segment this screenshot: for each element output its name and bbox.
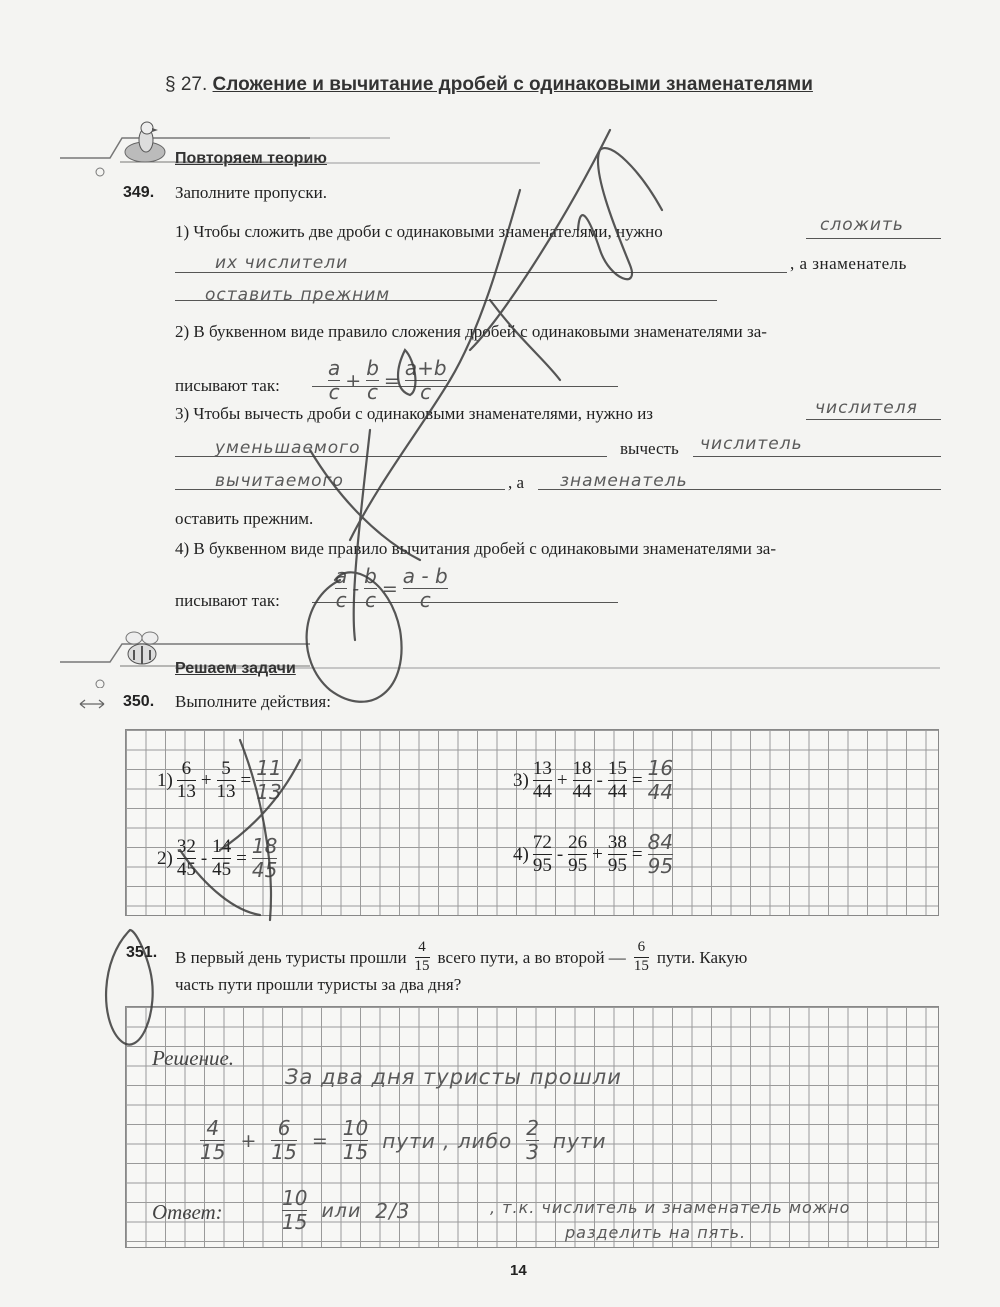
task-351-text: пути. Какую <box>656 947 748 967</box>
denominator: 13 <box>176 781 196 802</box>
numerator: 4 <box>206 1116 220 1140</box>
item2-text: 2) В буквенном виде правило сложения дробей с одинаковыми знаменателями за- <box>175 322 767 341</box>
numerator: 14 <box>212 836 232 858</box>
bee-icon <box>118 626 166 670</box>
denominator: 15 <box>414 957 430 974</box>
denominator: 15 <box>282 1210 308 1234</box>
denominator: 45 <box>212 859 232 880</box>
fill-line <box>806 238 941 239</box>
numerator: 6 <box>277 1116 291 1140</box>
denominator: 95 <box>607 855 627 876</box>
numerator: 15 <box>607 758 627 780</box>
exercise-1 <box>157 758 282 803</box>
page-number: 14 <box>510 1262 527 1279</box>
item3-end: оставить прежним. <box>175 509 314 528</box>
denominator: 44 <box>532 781 552 802</box>
answer-numerator: 84 <box>647 830 674 854</box>
formula-den: c <box>419 588 431 612</box>
formula-den: c <box>328 380 340 404</box>
exercise-2 <box>157 836 277 881</box>
equals-sign: = <box>236 847 247 869</box>
item3-text: 3) Чтобы вычесть дроби с одинаковыми знаменателями, нужно из <box>175 404 654 423</box>
fill-line <box>693 456 941 457</box>
solution-words: пути <box>552 1128 607 1153</box>
denominator: 3 <box>526 1140 539 1164</box>
plus-sign: + <box>240 1129 257 1152</box>
item2-cont: писывают так: <box>175 376 280 395</box>
minus-sign: - <box>352 577 360 600</box>
task-351-text: В первый день туристы прошли <box>175 947 407 967</box>
equals-sign: = <box>383 369 400 392</box>
section-tasks-banner <box>60 628 950 688</box>
solution-line1: За два дня туристы прошли <box>285 1065 622 1089</box>
item4-text: 4) В буквенном виде правило вычитания дробей с одинаковыми знаменателями за- <box>175 539 777 558</box>
operator: + <box>200 769 212 791</box>
task-349-text: Заполните пропуски. <box>175 183 327 202</box>
formula-num: b <box>364 564 377 588</box>
item1-fill3: оставить прежним <box>205 285 391 305</box>
task-351-line2: часть пути прошли туристы за два дня? <box>175 975 462 994</box>
operator: - <box>200 847 208 869</box>
exercise-4 <box>513 832 673 877</box>
item1-fill2: их числители <box>215 253 349 273</box>
formula-num: a <box>328 356 341 380</box>
answer-numerator: 11 <box>256 756 282 780</box>
numerator: 4 <box>418 939 426 955</box>
item4-cont: писывают так: <box>175 591 280 610</box>
denominator: 45 <box>176 859 196 880</box>
plus-sign: + <box>345 369 362 392</box>
answer-denominator: 95 <box>647 854 674 878</box>
formula-num: a <box>335 564 348 588</box>
page-title <box>165 74 813 96</box>
solution-words: пути , либо <box>382 1128 513 1153</box>
answer-numerator: 16 <box>647 756 674 780</box>
paragraph-number: § 27. <box>165 74 208 95</box>
exercise-3 <box>513 758 673 803</box>
task-350-number: 350. <box>123 693 155 710</box>
denominator: 13 <box>216 781 236 802</box>
equals-sign: = <box>311 1129 328 1152</box>
task-351-number: 351. <box>126 944 158 961</box>
exercise-label: 3) <box>513 769 529 791</box>
numerator: 10 <box>282 1186 308 1210</box>
operator: + <box>556 769 568 791</box>
item1-text: 1) Чтобы сложить две дроби с одинаковыми знаменателями, нужно <box>175 222 663 241</box>
formula-num: b <box>366 356 379 380</box>
exercise-label: 4) <box>513 843 529 865</box>
answer-note2: разделить на пять. <box>565 1223 747 1242</box>
solution-label: Решение. <box>152 1046 235 1070</box>
equals-sign: = <box>631 843 643 865</box>
section-tasks-title: Решаем задачи <box>175 660 296 677</box>
denominator: 95 <box>532 855 552 876</box>
answer-expression <box>282 1188 410 1233</box>
numerator: 18 <box>572 758 592 780</box>
parrot-icon <box>120 118 170 166</box>
numerator: 10 <box>342 1116 369 1140</box>
exercise-label: 2) <box>157 847 173 869</box>
numerator: 26 <box>568 832 588 854</box>
denominator: 44 <box>572 781 592 802</box>
item3-fill4: вычитаемого <box>215 471 344 491</box>
numerator: 38 <box>607 832 627 854</box>
formula-den: c <box>420 380 432 404</box>
denominator: 95 <box>568 855 588 876</box>
section-theory-title: Повторяем теорию <box>175 150 327 167</box>
answer-alt: 2/3 <box>375 1198 411 1223</box>
fill-line <box>806 419 941 420</box>
item2-formula <box>328 358 447 403</box>
numerator: 6 <box>181 758 192 780</box>
difficulty-arrow-icon <box>78 698 106 710</box>
denominator: 44 <box>607 781 627 802</box>
answer-denominator: 13 <box>256 780 282 804</box>
answer-label: Ответ: <box>152 1200 223 1224</box>
operator: + <box>592 843 603 865</box>
task-349-number: 349. <box>123 184 155 201</box>
item3-fill5: знаменатель <box>560 471 688 491</box>
denominator: 15 <box>200 1140 226 1164</box>
item3-fill1: числителя <box>815 398 918 418</box>
formula-den: c <box>364 588 376 612</box>
denominator: 15 <box>342 1140 369 1164</box>
denominator: 15 <box>633 957 649 974</box>
numerator: 6 <box>637 939 646 955</box>
task-351-line1 <box>175 940 945 975</box>
item1-mid: , а знаменатель <box>790 254 907 273</box>
answer-or: или <box>321 1199 362 1222</box>
formula-den: c <box>335 588 347 612</box>
numerator: 32 <box>176 836 196 858</box>
paragraph-title: Сложение и вычитание дробей с одинаковыми знаменателями <box>212 74 813 95</box>
item3-fill3: числитель <box>700 434 803 454</box>
item3-mid: вычесть <box>620 439 679 458</box>
formula-num: a - b <box>402 564 448 588</box>
denominator: 15 <box>271 1140 297 1164</box>
item3-fill2: уменьшаемого <box>215 438 361 458</box>
numerator: 13 <box>532 758 552 780</box>
operator: - <box>596 769 603 791</box>
solution-expression <box>200 1118 606 1163</box>
item1-fill1: сложить <box>820 215 904 235</box>
equals-sign: = <box>240 769 252 791</box>
answer-denominator: 44 <box>647 780 674 804</box>
task-351-text: всего пути, а во второй — <box>437 947 626 967</box>
exercise-label: 1) <box>157 769 173 791</box>
equals-sign: = <box>631 769 643 791</box>
item3-a: , а <box>508 473 525 492</box>
answer-numerator: 18 <box>251 834 278 858</box>
task-350-text: Выполните действия: <box>175 692 331 711</box>
numerator: 72 <box>532 832 552 854</box>
formula-den: c <box>367 380 379 404</box>
numerator: 2 <box>526 1116 539 1140</box>
answer-denominator: 45 <box>251 858 278 882</box>
formula-num: a+b <box>404 356 447 380</box>
operator: - <box>556 843 564 865</box>
item4-formula <box>335 566 448 611</box>
answer-note1: , т.к. числитель и знаменатель можно <box>490 1198 851 1217</box>
numerator: 5 <box>221 758 231 780</box>
equals-sign: = <box>381 577 398 600</box>
